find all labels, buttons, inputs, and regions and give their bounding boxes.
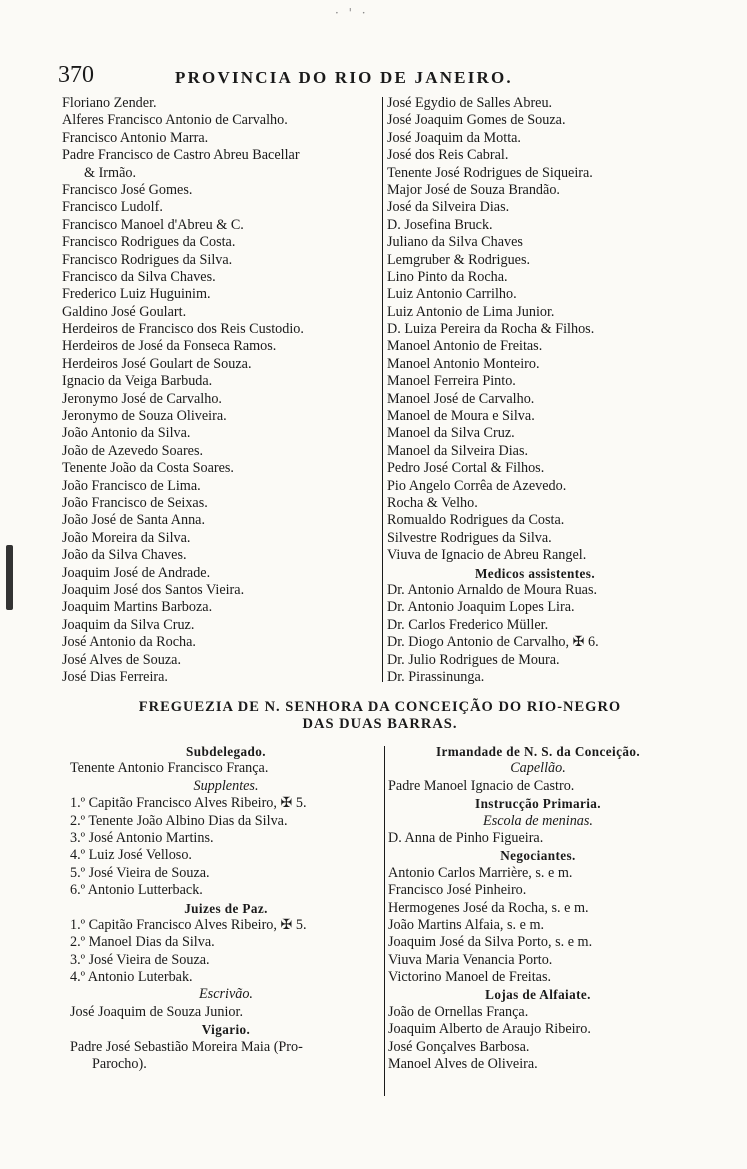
list-item: João Francisco de Seixas.	[62, 494, 208, 511]
section-subheading: Irmandade de N. S. da Conceição.	[435, 744, 641, 759]
list-item: Joaquim Alberto de Araujo Ribeiro.	[388, 1021, 591, 1038]
list-item: Victorino Manoel de Freitas.	[388, 969, 552, 986]
list-item: Herdeiros José Goulart de Souza.	[62, 355, 252, 372]
list-item: José Antonio da Rocha.	[62, 634, 196, 651]
list-item: Galdino José Goulart.	[62, 303, 187, 320]
list-item: 1.º Capitão Francisco Alves Ribeiro, ✠ 5.	[70, 795, 307, 812]
names-column-right	[387, 95, 683, 686]
list-item: Padre Manoel Ignacio de Castro.	[388, 777, 575, 794]
list-item: Francisco José Gomes.	[62, 181, 193, 198]
section-subheading: Subdelegado.	[186, 744, 266, 759]
list-item: Ignacio da Veiga Barbuda.	[62, 373, 213, 390]
list-item: Lemgruber & Rodrigues.	[387, 251, 531, 268]
list-item: José Joaquim Gomes de Souza.	[387, 112, 566, 129]
section-heading-line: FREGUEZIA DE N. SENHORA DA CONCEIÇÃO DO RIO-NEGRO	[138, 699, 622, 715]
list-item: Manoel de Moura e Silva.	[387, 408, 535, 425]
list-item: 2.º Manoel Dias da Silva.	[70, 934, 215, 951]
list-item: Manoel Antonio de Freitas.	[387, 338, 543, 355]
section-subheading: Escrivão.	[199, 986, 253, 1003]
list-item: Dr. Antonio Arnaldo de Moura Ruas.	[387, 581, 598, 598]
list-item: 6.º Antonio Lutterback.	[70, 882, 203, 899]
list-item: D. Luiza Pereira da Rocha & Filhos.	[387, 321, 595, 338]
list-item: Luiz Antonio Carrilho.	[387, 286, 517, 303]
list-item: 2.º Tenente João Albino Dias da Silva.	[70, 812, 288, 829]
names-column-left	[62, 95, 378, 686]
list-item: Jeronymo José de Carvalho.	[62, 390, 222, 407]
list-item: José Dias Ferreira.	[62, 668, 168, 685]
officials-column-right	[388, 743, 688, 1073]
section-subheading: Capellão.	[510, 760, 566, 777]
list-item: Alferes Francisco Antonio de Carvalho.	[62, 112, 288, 129]
list-item: Joaquim Martins Barboza.	[62, 599, 213, 616]
list-item: Herdeiros de José da Fonseca Ramos.	[62, 338, 277, 355]
list-item: Floriano Zender.	[62, 95, 157, 111]
list-item: Joaquim da Silva Cruz.	[62, 616, 195, 633]
list-item: Dr. Carlos Frederico Müller.	[387, 616, 549, 633]
list-item: Manoel da Silva Cruz.	[387, 425, 515, 442]
list-item: Francisco Ludolf.	[62, 199, 163, 216]
section-subheading: Lojas de Alfaiate.	[485, 987, 591, 1003]
list-item: Joaquim José da Silva Porto, s. e m.	[388, 934, 593, 951]
list-item: & Irmão.	[84, 164, 137, 181]
list-item: José Joaquim de Souza Junior.	[70, 1003, 243, 1020]
list-item: José Gonçalves Barbosa.	[388, 1038, 530, 1055]
list-item: José Egydio de Salles Abreu.	[387, 95, 553, 111]
list-item: Luiz Antonio de Lima Junior.	[387, 303, 555, 320]
section-heading-line: DAS DUAS BARRAS.	[302, 716, 458, 732]
list-item: Romualdo Rodrigues da Costa.	[387, 512, 565, 529]
list-item: João de Azevedo Soares.	[62, 442, 204, 459]
column-divider	[384, 746, 385, 1096]
list-item: Manoel José de Carvalho.	[387, 390, 535, 407]
list-item: Padre Francisco de Castro Abreu Bacellar	[62, 147, 300, 164]
column-divider	[382, 97, 383, 682]
officials-column-left	[70, 743, 382, 1073]
list-item: D. Josefina Bruck.	[387, 216, 493, 233]
section-subheading: Negociantes.	[500, 848, 576, 864]
section-subheading: Instrucção Primaria.	[475, 796, 601, 812]
list-item: 1.º Capitão Francisco Alves Ribeiro, ✠ 5.	[70, 916, 307, 933]
list-item: Silvestre Rodrigues da Silva.	[387, 529, 552, 546]
list-item: Frederico Luiz Huguinim.	[62, 286, 211, 303]
list-item: Francisco Rodrigues da Silva.	[62, 251, 233, 268]
list-item: Manoel Alves de Oliveira.	[388, 1056, 538, 1073]
list-item: Tenente João da Costa Soares.	[62, 460, 234, 477]
list-item: Manoel Antonio Monteiro.	[387, 355, 540, 372]
list-item: João Martins Alfaia, s. e m.	[388, 916, 545, 933]
list-item: Juliano da Silva Chaves	[387, 234, 523, 251]
list-item: Pedro José Cortal & Filhos.	[387, 460, 545, 477]
list-item: Francisco Antonio Marra.	[62, 129, 209, 146]
list-item: Herdeiros de Francisco dos Reis Custodio.	[62, 321, 304, 338]
list-item: Francisco Manoel d'Abreu & C.	[62, 216, 244, 233]
page-edge-mark	[6, 545, 13, 610]
section-subheading: Escola de meninas.	[483, 812, 593, 829]
section-subheading: Vigario.	[201, 1022, 251, 1038]
list-item: Dr. Pirassinunga.	[387, 668, 485, 685]
list-item: 5.º José Vieira de Souza.	[70, 864, 210, 881]
list-item: 3.º José Vieira de Souza.	[70, 951, 210, 968]
list-item: Manoel Ferreira Pinto.	[387, 373, 516, 390]
section-subheading: Juizes de Paz.	[184, 900, 268, 916]
list-item: João de Ornellas França.	[388, 1003, 529, 1020]
list-item: Major José de Souza Brandão.	[387, 181, 560, 198]
list-item: José Joaquim da Motta.	[387, 129, 521, 146]
page-number: 370	[58, 62, 94, 88]
section-subheading: Supplentes.	[193, 777, 259, 794]
list-item: João José de Santa Anna.	[62, 512, 206, 529]
list-item: Joaquim José dos Santos Vieira.	[62, 581, 245, 598]
list-item: 3.º José Antonio Martins.	[70, 829, 214, 846]
list-item: Viuva de Ignacio de Abreu Rangel.	[387, 547, 587, 564]
list-item: Hermogenes José da Rocha, s. e m.	[388, 899, 589, 916]
list-item: Tenente José Rodrigues de Siqueira.	[387, 164, 593, 181]
list-item: José dos Reis Cabral.	[387, 147, 509, 164]
section-heading	[60, 699, 700, 733]
list-item: Pio Angelo Corrêa de Azevedo.	[387, 477, 567, 494]
list-item: 4.º Antonio Luterbak.	[70, 969, 193, 986]
section-subheading: Medicos assistentes.	[474, 565, 596, 581]
list-item: Dr. Diogo Antonio de Carvalho, ✠ 6.	[387, 634, 599, 651]
list-item: Parocho).	[92, 1056, 147, 1073]
list-item: Joaquim José de Andrade.	[62, 564, 211, 581]
list-item: João da Silva Chaves.	[62, 547, 187, 564]
list-item: Francisco da Silva Chaves.	[62, 268, 216, 285]
list-item: Antonio Carlos Marrière, s. e m.	[388, 864, 573, 881]
list-item: Lino Pinto da Rocha.	[387, 268, 508, 285]
list-item: João Antonio da Silva.	[62, 425, 191, 442]
running-header	[58, 62, 678, 96]
list-item: Viuva Maria Venancia Porto.	[388, 951, 553, 968]
list-item: José Alves de Souza.	[62, 651, 181, 668]
list-item: Dr. Antonio Joaquim Lopes Lira.	[387, 599, 575, 616]
list-item: João Francisco de Lima.	[62, 477, 201, 494]
list-item: Francisco Rodrigues da Costa.	[62, 234, 236, 251]
list-item: Jeronymo de Souza Oliveira.	[62, 408, 227, 425]
list-item: João Moreira da Silva.	[62, 529, 191, 546]
list-item: Tenente Antonio Francisco França.	[70, 760, 269, 777]
ink-specks: · ' ·	[335, 6, 369, 20]
list-item: Manoel da Silveira Dias.	[387, 442, 529, 459]
list-item: D. Anna de Pinho Figueira.	[388, 829, 544, 846]
list-item: 4.º Luiz José Velloso.	[70, 847, 192, 864]
list-item: Dr. Julio Rodrigues de Moura.	[387, 651, 560, 668]
list-item: Francisco José Pinheiro.	[388, 882, 527, 899]
running-title: PROVINCIA DO RIO DE JANEIRO.	[175, 68, 513, 87]
list-item: José da Silveira Dias.	[387, 199, 510, 216]
list-item: Padre José Sebastião Moreira Maia (Pro-	[70, 1038, 303, 1055]
list-item: Rocha & Velho.	[387, 494, 478, 511]
